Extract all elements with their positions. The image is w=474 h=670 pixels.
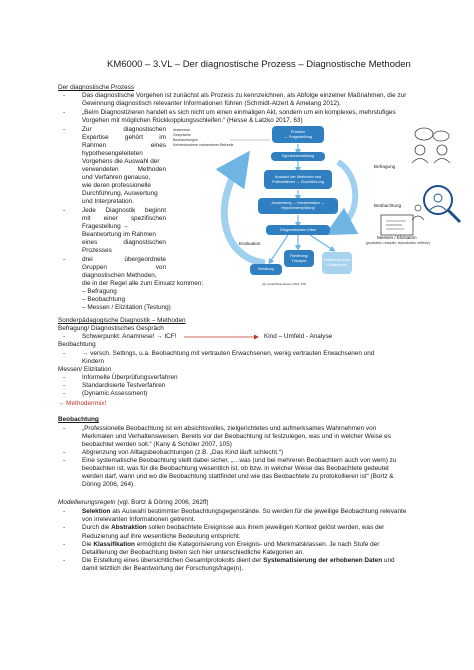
beobachtung-line: Merkmalen und Verhaltensweisen. Bereits vor der Beobachtung ist festzulegen, was und in welcher Weise es [82, 433, 391, 440]
rule-line: Die Erstellung eines übersichtlichen Gesamtprotokolls dient der Systematisierung der erhobenen Daten und [82, 557, 395, 565]
box-gutachten: Erstellung eines Gutachtens [322, 252, 352, 274]
label-beobachtung: Beobachtung [374, 203, 402, 208]
list-line: Beantwortung im Rahmen [82, 231, 156, 238]
rule-line: Reduzierung auf ihre wesentliche Bedeutung entspricht. [82, 532, 241, 540]
befragung-analyse: Kind – Umfeld - Analyse [264, 333, 333, 340]
feedback-arc-arrow [338, 162, 355, 228]
list-line: Gruppen von [82, 264, 166, 271]
diagram-note: Gespräche [173, 133, 191, 137]
box-problem: Problem → Fragestellung [272, 126, 324, 143]
evaluation-loop-arrow [224, 165, 265, 263]
box-foerderung: Förderung/ Therapie [284, 250, 314, 267]
conversation-icon [410, 126, 454, 164]
befragung-bullet: Schwerpunkt: Anamnese! → ICF! [82, 333, 177, 340]
list-line: – Befragung [82, 288, 117, 295]
box-beratung: Beratung [250, 264, 282, 275]
box-auswertung: Auswertung → Interpretation → Hypothesenprüfung [258, 198, 338, 214]
list-line: und Interpretation. [82, 198, 134, 205]
diagram-source: vgl. Kulke/Rosenkranz 2019, 57ff [262, 282, 306, 286]
beobachtung-bullet: → versch. Settings, u.a. Beobachtung mit vertrauten Erwachsenen, wenig vertrauten Erwachsenen und [82, 350, 375, 357]
list-line: Durchführung, Auswertung [82, 190, 158, 197]
subheading-beobachtung: Beobachtung [58, 341, 96, 348]
methodenmix-note: → Methodenmix! [58, 400, 107, 407]
rules-heading: Modellierungsregeln (vgl. Bortz & Döring 2006, 262ff) [58, 499, 209, 506]
list-line: hypothesengeleiteten [82, 150, 143, 157]
arrow-icon [182, 333, 262, 341]
label-befragung: Befragung [374, 164, 396, 169]
box-auswahl-methoden: Auswahl der Methoden und Prüfverfahren → Durchführung [264, 170, 332, 189]
diagram-note: Kenntnisnahme vorhandener Befunde [173, 143, 234, 147]
beobachtung-bullet: Kindern [82, 358, 105, 365]
beobachtung-line: Abgrenzung von Alltagsbeobachtungen (z.B. „Das Kind läuft schlecht.“) [82, 449, 284, 456]
label-evaluation: Evaluation [239, 241, 261, 246]
subheading-befragung: Befragung/ Diagnostisches Gespräch [58, 325, 164, 332]
paragraph-line: Das diagnostische Vorgehen ist zunächst als Prozess zu kennzeichnen, als Abfolge einzelner Maßnahmen, die zur [82, 92, 407, 99]
beobachtung-line: Döring 2006, 264). [82, 481, 135, 488]
beobachtung-line: Eine systematische Beobachtung stellt dabei sicher, „…was (und bei mehreren Beobachtern auch von wem) zu [82, 457, 397, 464]
list-line: drei übergeordnete [82, 256, 166, 263]
subheading-messen: Messen/ Elizitation [58, 366, 112, 373]
diagram-note: Anamnese [173, 128, 191, 132]
rule-line: von irrelevanten Informationen getrennt. [82, 516, 196, 524]
list-line: mit einer spezifischen [82, 215, 166, 222]
paragraph-line: „Beim Diagnostizieren handelt es sich nicht um einen einmaligen Akt, sondern um ein komplexes, mehrstufiges [82, 109, 396, 116]
paragraph-line: Gewinnung diagnostisch relevanter Informationen führen (Schmidt-Atzert & Amelang 2012). [82, 100, 341, 107]
section-heading-beobachtung: Beobachtung [58, 416, 99, 423]
list-line: eines diagnostischen [82, 239, 166, 246]
messen-item: Standardisierte Testverfahren [82, 382, 166, 389]
beobachtung-line: beobachten ist, was für die Beobachtung wesentlich ist, ob bzw. in welcher Weise das Beobachtete gedeutet [82, 465, 389, 472]
list-line: und Verfahren genauso, [82, 174, 151, 181]
section-heading-methoden: Sonderpädagogische Diagnostik – Methoden [58, 317, 186, 324]
beobachtung-line: beobachtet werden soll.“ (Kany & Schöler 2007, 105) [82, 441, 232, 448]
box-hypothesen: Hypothesenbildung [271, 152, 325, 161]
list-line: Expertise gehört im [82, 134, 166, 141]
section-heading-prozess: Der diagnostische Prozess [58, 84, 135, 91]
document-page: KM6000 – 3.VL – Der diagnostische Prozess – Diagnostische Methoden Der diagnostische Prozess - Das diagnostische Vorgehen ist zunächst als Prozess zu kennzeichnen, als Abfolge einzelner Maßnahmen, die zur Gewinnung diagnostisch relevanter Informationen führen (Schmidt-Atzert & Amelang 2012). - „Beim Diagnostizieren handelt es sich nicht um einen einmaligen Akt, sondern um ein komplexes, mehrstufiges Vorgehen mit möglichen Rückkopplungsschleifen.“ (Hesse & Latzko 2017, 63) - Zur diagnostischen Expertise gehört im Rahmen eines hypothesengeleiteten Vorgehens die Auswahl der verwendeten Methoden und Verfahren genauso, wie deren professionelle Durchführung, Auswertung und Interpretation. - Jede Diagnostik beginnt mit einer spezifischen Fragestellung → Beantwortung im Rahmen eines diagnostischen Prozesses - drei übergeordnete Gruppen von diagnostischen Methoden, die in der Regel alle zum Einsatz kommen: – Befragung – Beobachtung – Messen / Elizitation (Testung) Anamnese Gespräche Beobachtungen Kenntnisnahme vorhandener Befunde Problem → Fragestellung Hypothesenbildung Auswahl der Methoden und Prüfverfahren → Durchführung Auswertung → Interpretation → Hypothesenprüfung Diagnostisches Urteil Förderung/ Therapie Beratung Erstellung eines Gutachtens Evaluation vgl. Kulke/Rosenkranz 2019, 57ff Befragung Beobachtung Messen / Elizitation (produktiv, rezeptiv, reproduktiv, reflexiv) Sonderpädagogische Diagnostik – Methoden Befragung/ Diagnostisches Gespräch - Schwerpunkt: Anamnese! → ICF! Kind – Umfeld - Analyse Beobachtung - → versch. Settings, u.a. Beobachtung mit vertrauten Erwachsenen, wenig vertrauten Erwachsenen und Kindern Messen/ Elizitation - Informelle Überprüfungsverfahren - Standardisierte Testverfahren - (Dynamic Assessment) → Methodenmix! Beobachtung - „Professionelle Beobachtung ist ein absichtsvolles, zielgerichtetes und aufmerksames Wahrnehmen von Merkmalen und Verhaltensweisen. Bereits vor der Beobachtung ist festzulegen, was und in welcher Weise es beobachtet werden soll.“ (Kany & Schöler 2007, 105) - Abgrenzung von Alltagsbeobachtungen (z.B. „Das Kind läuft schlecht.“) - Eine systematische Beobachtung stellt dabei sicher, „…was (und bei mehreren Beobachtern auch von wem) zu beobachten ist, was für die Beobachtung wesentlich ist, ob bzw. in welcher Weise das Beobachtete gedeutet werden darf, wann und wo die Beobachtung stattfindet und wie das Beobachtete zu protokollieren ist“ (Bortz & Döring 2006, 264). Modellierungsregeln (vgl. Bortz & Döring 2006, 262ff) - Selektion als Auswahl bestimmter Beobachtungsgegenstände. So werden für die jeweilige Beobachtung relevante von irrelevanten Informationen getrennt. - Durch die Abstraktion sollen beobachtete Ereignisse aus ihrem jeweiligen Kontext gelöst werden, was der Reduzierung auf ihre wesentliche Bedeutung entspricht. - Die Klassifikation ermöglicht die Kategorisierung von Ereignis- und Merkmalsklassen. Je nach Stufe der Detaillierung der Beobachtung bieten sich hier unterschiedliche Kategorien an. - Die Erstellung eines übersichtlichen Gesamtprotokolls dient der Systematisierung der erhobenen Daten und damit letztlich der Beantwortung der Forschungsfrage(n). [0, 0, 474, 670]
list-line: die in der Regel alle zum Einsatz kommen: [82, 280, 204, 287]
rule-line: damit letztlich der Beantwortung der Forschungsfrage(n). [82, 565, 244, 573]
list-line: Zur diagnostischen [82, 126, 166, 133]
list-line: Prozesses [82, 247, 112, 254]
rule-line: Detaillierung der Beobachtung bieten sich hier unterschiedliche Kategorien an. [82, 549, 305, 556]
beobachtung-line: werden darf, wann und wo die Beobachtung stattfindet und wie das Beobachtete zu protokollieren ist“ (Bortz & [82, 473, 394, 480]
list-line: Vorgehens die Auswahl der [82, 158, 160, 165]
list-line: Fragestellung → [82, 223, 129, 230]
beobachtung-line: „Professionelle Beobachtung ist ein absichtsvolles, zielgerichtetes und aufmerksames Wahrnehmen von [82, 425, 377, 432]
list-line: Jede Diagnostik beginnt [82, 207, 166, 214]
list-line: – Beobachtung [82, 296, 125, 303]
list-line: diagnostischen Methoden, [82, 272, 157, 279]
list-line: Rahmen eines [82, 142, 166, 149]
list-line: verwendeten Methoden [82, 166, 166, 173]
list-line: – Messen / Elizitation (Testung) [82, 304, 171, 311]
list-line: wie deren professionelle [82, 182, 151, 189]
page-title: KM6000 – 3.VL – Der diagnostische Prozess – Diagnostische Methoden [107, 59, 411, 70]
messen-item: (Dynamic Assessment) [82, 390, 148, 397]
messen-item: Informelle Überprüfungsverfahren [82, 374, 178, 381]
paragraph-line: Vorgehen mit möglichen Rückkopplungsschleifen.“ (Hesse & Latzko 2017, 63) [82, 117, 303, 124]
label-messen: Messen / Elizitation [377, 235, 417, 240]
rule-line: Selektion als Auswahl bestimmter Beobachtungsgegenstände. So werden für die jeweilige Beobachtung relevante [82, 508, 407, 515]
rule-line: Durch die Abstraktion sollen beobachtete Ereignisse aus ihrem jeweiligen Kontext gelöst werden, was der [82, 524, 385, 532]
label-messen-sub: (produktiv, rezeptiv, reproduktiv, reflexiv) [366, 241, 430, 245]
diagram-note: Beobachtungen [173, 138, 199, 142]
rule-line: Die Klassifikation ermöglicht die Kategorisierung von Ereignis- und Merkmalsklassen. Je nach Stufe der [82, 540, 380, 548]
box-urteil: Diagnostisches Urteil [266, 225, 330, 235]
